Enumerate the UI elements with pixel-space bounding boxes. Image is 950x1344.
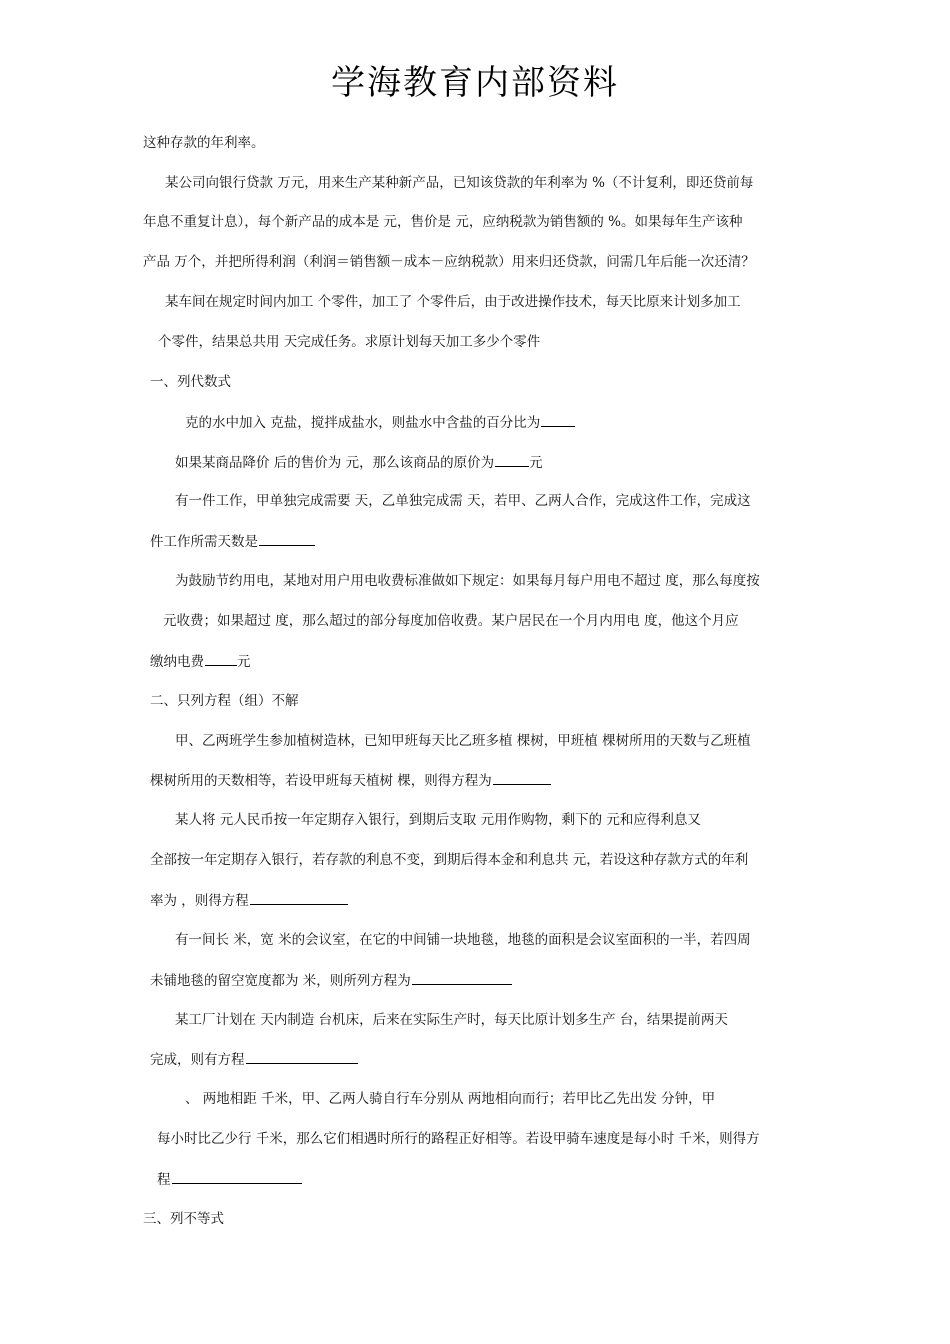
answer-blank	[541, 412, 575, 427]
answer-blank	[172, 1169, 302, 1184]
text-line: 有一件工作，甲单独完成需要 天，乙单独完成需 天，若甲、乙两人合作，完成这件工作，完成这	[175, 493, 751, 509]
answer-blank	[412, 970, 512, 985]
answer-blank	[250, 890, 348, 905]
answer-blank	[493, 770, 551, 785]
text-line: 年息不重复计息），每个新产品的成本是 元，售价是 元，应纳税款为销售额的 %。如果每年生产该种	[143, 214, 743, 230]
text-line: 产品 万个，并把所得利润（利润＝销售额－成本－应纳税款）用来归还贷款，问需几年后能一次还清？	[143, 254, 755, 270]
text-line: 元收费；如果超过 度，那么超过的部分每度加倍收费。某户居民在一个月内用电 度，他这个月应	[163, 613, 739, 629]
text-line: 某工厂计划在 天内制造 台机床，后来在实际生产时，每天比原计划多生产 台，结果提前两天	[175, 1012, 728, 1028]
text-line: 某公司向银行贷款 万元，用来生产某种新产品，已知该贷款的年利率为 %（不计复利，即还贷前每	[165, 175, 754, 191]
text-line: 未铺地毯的留空宽度都为 米，则所列方程为	[150, 970, 512, 991]
text-line: 全部按一年定期存入银行，若存款的利息不变，到期后得本金和利息共 元，若设这种存款方式的年利	[150, 852, 749, 868]
section-heading: 三、列不等式	[143, 1211, 224, 1227]
text-line: 率为 ，则得方程	[150, 890, 348, 911]
answer-blank	[246, 1049, 358, 1064]
text-line: 完成，则有方程	[150, 1049, 358, 1070]
text-line: 每小时比乙少行 千米，那么它们相遇时所行的路程正好相等。若设甲骑车速度是每小时 千米，则得方	[157, 1131, 760, 1147]
text-line: 、 两地相距 千米，甲、乙两人骑自行车分别从 两地相向而行；若甲比乙先出发 分钟，甲	[185, 1091, 716, 1107]
text-line: 这种存款的年利率。	[143, 135, 265, 151]
page-title: 学海教育内部资料	[331, 63, 619, 103]
section-heading: 一、列代数式	[150, 374, 231, 390]
text-line: 克的水中加入 克盐，搅拌成盐水，则盐水中含盐的百分比为	[185, 412, 575, 433]
text-line: 件工作所需天数是	[150, 531, 315, 552]
text-line: 缴纳电费 元	[150, 651, 251, 672]
text-line: 有一间长 米，宽 米的会议室，在它的中间铺一块地毯，地毯的面积是会议室面积的一半，若四周	[175, 932, 751, 948]
text-line: 程	[157, 1169, 302, 1190]
text-line: 为鼓励节约用电，某地对用户用电收费标准做如下规定：如果每月每户用电不超过 度，那么每度按	[175, 573, 760, 589]
text-line: 棵树所用的天数相等，若设甲班每天植树 棵，则得方程为	[150, 770, 551, 791]
text-line: 甲、乙两班学生参加植树造林，已知甲班每天比乙班多植 棵树，甲班植 棵树所用的天数与乙班植	[175, 733, 751, 749]
section-heading: 二、只列方程（组）不解	[150, 693, 299, 709]
text-line: 某人将 元人民币按一年定期存入银行，到期后支取 元用作购物，剩下的 元和应得利息又	[175, 812, 701, 828]
text-line: 某车间在规定时间内加工 个零件，加工了 个零件后，由于改进操作技术，每天比原来计划多加工	[165, 294, 741, 310]
text-line: 个零件，结果总共用 天完成任务。求原计划每天加工多少个零件	[158, 334, 541, 350]
answer-blank	[205, 651, 237, 666]
answer-blank	[495, 452, 529, 467]
answer-blank	[259, 531, 315, 546]
text-line: 如果某商品降价 后的售价为 元，那么该商品的原价为 元	[175, 452, 543, 473]
